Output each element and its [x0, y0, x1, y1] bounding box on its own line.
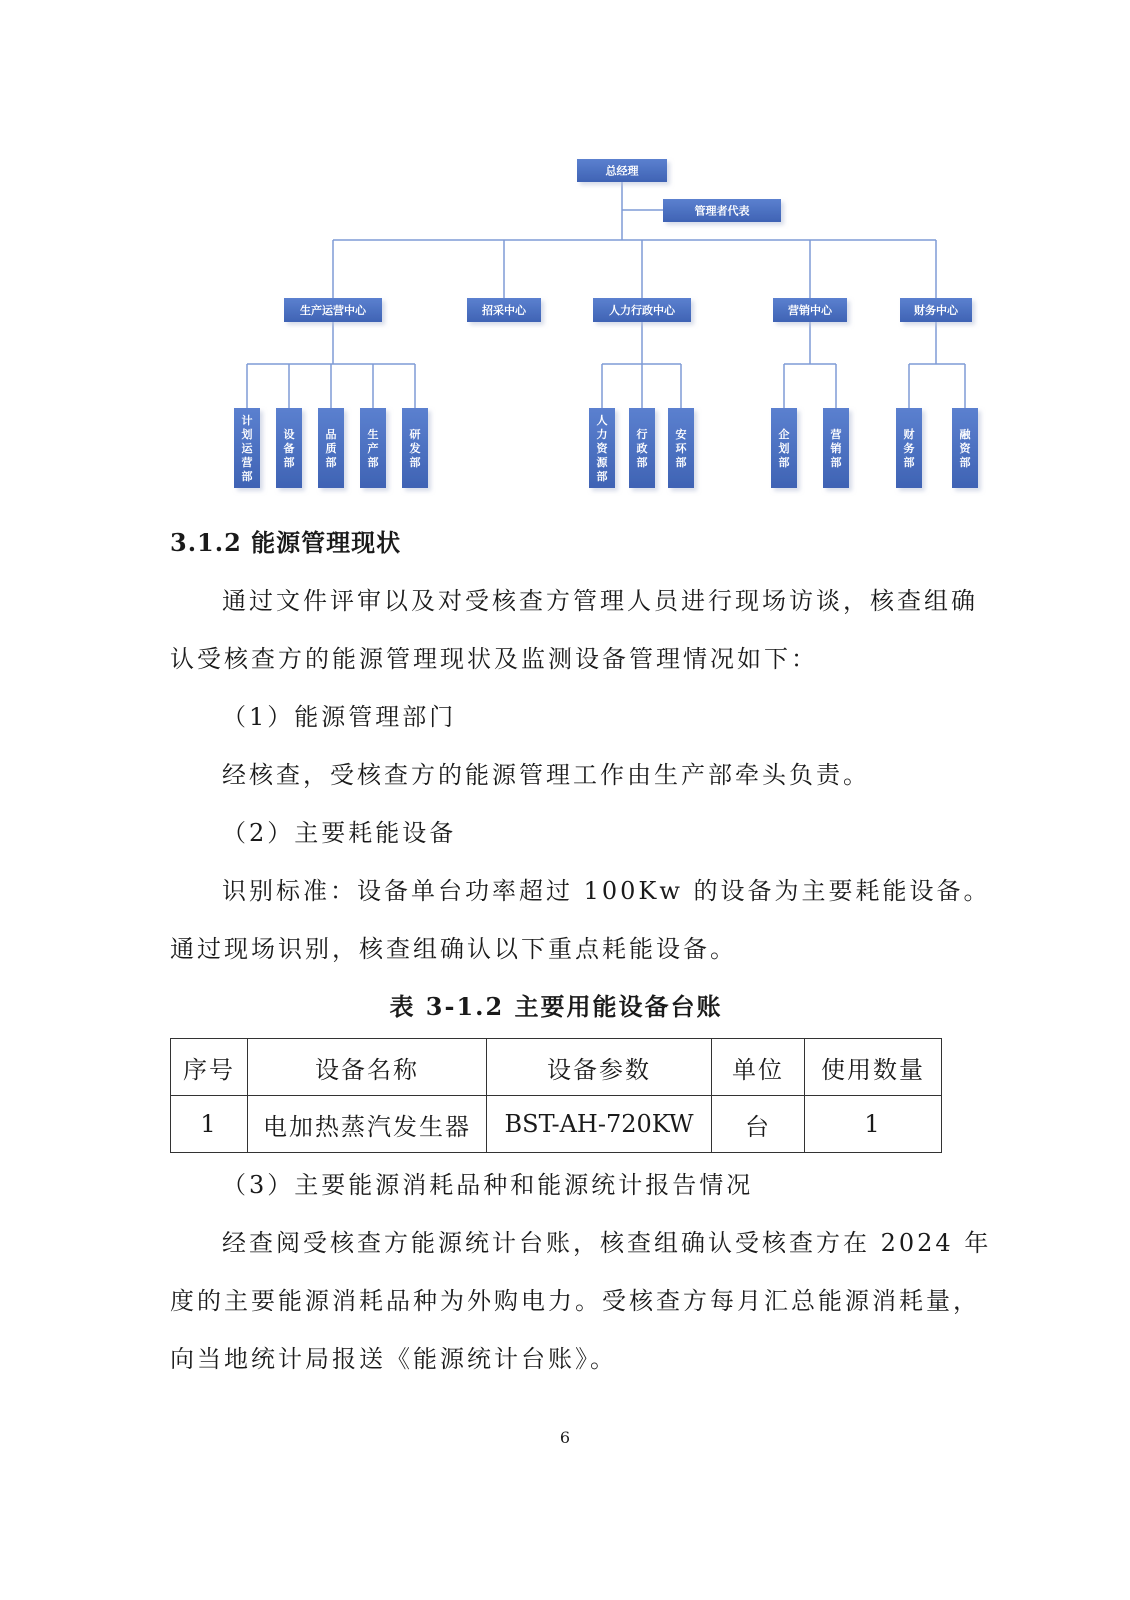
svg-text:生: 生	[367, 428, 379, 441]
svg-text:力: 力	[596, 428, 608, 441]
table-header-cell: 使用数量	[805, 1039, 942, 1096]
svg-text:部: 部	[596, 470, 608, 483]
svg-text:营: 营	[241, 456, 253, 469]
department-box	[589, 408, 615, 488]
table-header-cell: 设备名称	[248, 1039, 487, 1096]
department-box	[360, 408, 386, 488]
department-box	[668, 408, 694, 488]
table-header-cell: 设备参数	[487, 1039, 712, 1096]
svg-text:资: 资	[596, 442, 608, 455]
org-chart	[0, 0, 1130, 510]
svg-text:部: 部	[409, 456, 421, 469]
item3-line-2: 度的主要能源消耗品种为外购电力。受核查方每月汇总能源消耗量，	[170, 1287, 980, 1315]
item2-body-1: 识别标准：设备单台功率超过 100Kw 的设备为主要耗能设备。	[222, 877, 991, 905]
item3-line-3: 向当地统计局报送《能源统计台账》。	[170, 1345, 617, 1373]
svg-text:环: 环	[675, 442, 687, 455]
table-header-row	[171, 1039, 942, 1096]
svg-text:质: 质	[325, 442, 337, 455]
svg-text:营: 营	[830, 428, 842, 441]
svg-text:销: 销	[830, 442, 842, 455]
svg-text:管理者代表: 管理者代表	[694, 204, 750, 218]
svg-text:人: 人	[596, 414, 608, 427]
item3-line-1: 经查阅受核查方能源统计台账，核查组确认受核查方在 2024 年	[222, 1229, 992, 1257]
center-box	[467, 298, 541, 322]
department-box	[318, 408, 344, 488]
svg-text:划: 划	[241, 428, 253, 441]
section-heading: 3.1.2 能源管理现状	[170, 528, 402, 557]
item2-title: （2）主要耗能设备	[222, 819, 457, 847]
svg-text:设: 设	[283, 428, 295, 441]
svg-text:部: 部	[959, 456, 971, 469]
svg-text:部: 部	[283, 456, 295, 469]
svg-text:人力行政中心: 人力行政中心	[609, 304, 675, 317]
department-box	[234, 408, 260, 488]
svg-text:资: 资	[959, 442, 971, 455]
center-box	[773, 298, 847, 322]
svg-text:招采中心: 招采中心	[482, 304, 526, 317]
svg-text:运: 运	[241, 442, 253, 455]
svg-text:部: 部	[636, 456, 648, 469]
page-number: 6	[559, 1428, 571, 1447]
item3-title: （3）主要能源消耗品种和能源统计报告情况	[222, 1171, 754, 1199]
department-box	[276, 408, 302, 488]
item1-title: （1）能源管理部门	[222, 703, 457, 731]
svg-text:划: 划	[778, 442, 790, 455]
svg-text:行: 行	[636, 428, 648, 441]
top-manager-box	[577, 159, 667, 182]
svg-text:部: 部	[778, 456, 790, 469]
svg-text:部: 部	[830, 456, 842, 469]
department-box	[402, 408, 428, 488]
svg-text:备: 备	[283, 442, 295, 455]
svg-text:计: 计	[241, 414, 253, 427]
table-cell: 电加热蒸汽发生器	[248, 1096, 487, 1153]
svg-text:政: 政	[636, 442, 648, 455]
svg-text:研: 研	[409, 428, 421, 441]
table-cell: 台	[712, 1096, 805, 1153]
management-rep-box	[663, 199, 781, 222]
svg-text:企: 企	[778, 428, 790, 441]
equipment-table	[170, 1038, 942, 1153]
table-header-cell: 单位	[712, 1039, 805, 1096]
svg-text:生产运营中心: 生产运营中心	[300, 304, 366, 317]
center-box	[593, 298, 691, 322]
svg-text:源: 源	[596, 456, 608, 469]
department-box	[896, 408, 922, 488]
intro-line-1: 通过文件评审以及对受核查方管理人员进行现场访谈，核查组确	[222, 587, 978, 615]
svg-text:部: 部	[903, 456, 915, 469]
table-row	[171, 1096, 942, 1153]
department-box	[629, 408, 655, 488]
department-box	[952, 408, 978, 488]
center-box	[900, 298, 972, 322]
svg-text:总经理: 总经理	[605, 164, 639, 178]
svg-text:融: 融	[959, 428, 971, 441]
svg-text:财务中心: 财务中心	[914, 304, 958, 317]
svg-text:务: 务	[903, 442, 915, 455]
svg-text:品: 品	[325, 428, 337, 441]
table-header-cell: 序号	[171, 1039, 248, 1096]
svg-text:部: 部	[367, 456, 379, 469]
svg-text:产: 产	[367, 442, 379, 455]
table-cell: 1	[805, 1096, 942, 1153]
item2-body-2: 通过现场识别，核查组确认以下重点耗能设备。	[170, 935, 737, 963]
department-box	[823, 408, 849, 488]
svg-text:发: 发	[409, 442, 421, 455]
table-cell: BST-AH-720KW	[487, 1096, 712, 1153]
table-caption: 表 3-1.2 主要用能设备台账	[389, 992, 723, 1021]
center-box	[284, 298, 382, 322]
svg-text:部: 部	[325, 456, 337, 469]
svg-text:营销中心: 营销中心	[788, 304, 832, 317]
table-cell: 1	[171, 1096, 248, 1153]
svg-text:安: 安	[675, 428, 687, 441]
svg-text:部: 部	[675, 456, 687, 469]
item1-body: 经核查，受核查方的能源管理工作由生产部牵头负责。	[222, 761, 870, 789]
svg-text:部: 部	[241, 470, 253, 483]
intro-line-2: 认受核查方的能源管理现状及监测设备管理情况如下：	[170, 645, 818, 673]
svg-text:财: 财	[903, 428, 915, 441]
department-box	[771, 408, 797, 488]
